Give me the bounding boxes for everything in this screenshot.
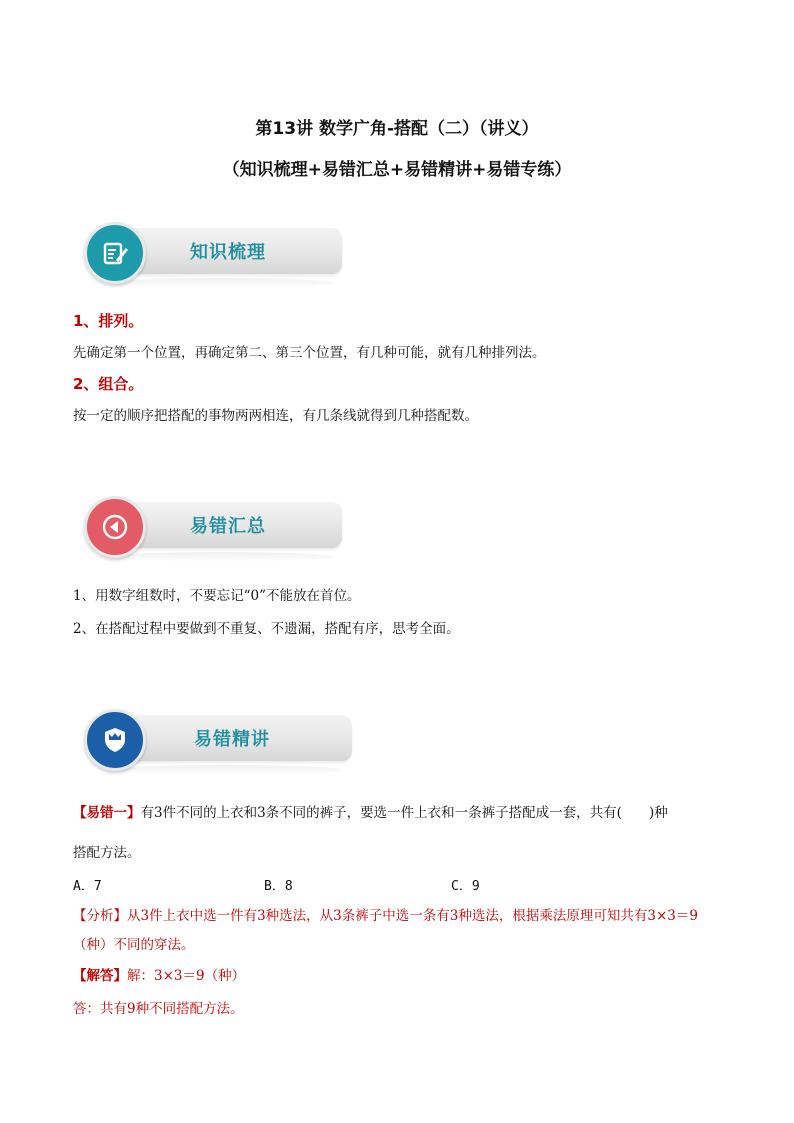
- section-label-knowledge: 知识梳理: [190, 242, 266, 263]
- question-text: 有3件不同的上衣和3条不同的裤子，要选一件上衣和一条裤子搭配成一套，共有( )种: [140, 805, 668, 821]
- section-banner-errors: [80, 500, 342, 552]
- analysis-line-1: 【分析】从3件上衣中选一件有3种选法，从3条裤子中选一条有3种选法，根据乘法原理可知共有3×3＝9: [73, 908, 698, 924]
- section-banner-explain: [80, 713, 352, 765]
- answer-tag: 【解答】: [73, 968, 127, 984]
- back-arrow-icon: [84, 496, 146, 558]
- question-line-1: [73, 803, 668, 823]
- section-banner-knowledge: [80, 226, 342, 278]
- page-subtitle: （知识梳理+易错汇总+易错精讲+易错专练）: [222, 160, 572, 180]
- shield-icon: [84, 709, 146, 771]
- option-c: C．9: [451, 879, 480, 894]
- option-b: B．8: [264, 879, 293, 894]
- answer-line: [73, 966, 245, 986]
- knowledge-paragraph-2: 按一定的顺序把搭配的事物两两相连，有几条线就得到几种搭配数。: [73, 408, 478, 424]
- section-label-errors: 易错汇总: [190, 516, 266, 537]
- section-label-explain: 易错精讲: [194, 729, 270, 750]
- notepad-pencil-icon: [84, 222, 146, 284]
- question-tag: 【易错一】: [73, 805, 141, 821]
- answer-text: 解：3×3＝9（种）: [127, 968, 246, 984]
- errors-item-2: 2、在搭配过程中要做到不重复、不遗漏，搭配有序，思考全面。: [73, 621, 460, 637]
- knowledge-heading-2: 2、组合。: [73, 375, 144, 393]
- errors-item-1: 1、用数字组数时，不要忘记“0”不能放在首位。: [73, 588, 361, 604]
- option-a: A．7: [73, 879, 102, 894]
- page-title: 第13讲 数学广角-搭配（二）（讲义）: [255, 119, 539, 139]
- analysis-line-2: （种）不同的穿法。: [73, 937, 195, 953]
- answer-conclusion: 答：共有9种不同搭配方法。: [73, 1001, 244, 1017]
- knowledge-heading-1: 1、排列。: [73, 312, 144, 330]
- knowledge-paragraph-1: 先确定第一个位置，再确定第二、第三个位置，有几种可能，就有几种排列法。: [73, 345, 546, 361]
- question-line-2: 搭配方法。: [73, 845, 141, 861]
